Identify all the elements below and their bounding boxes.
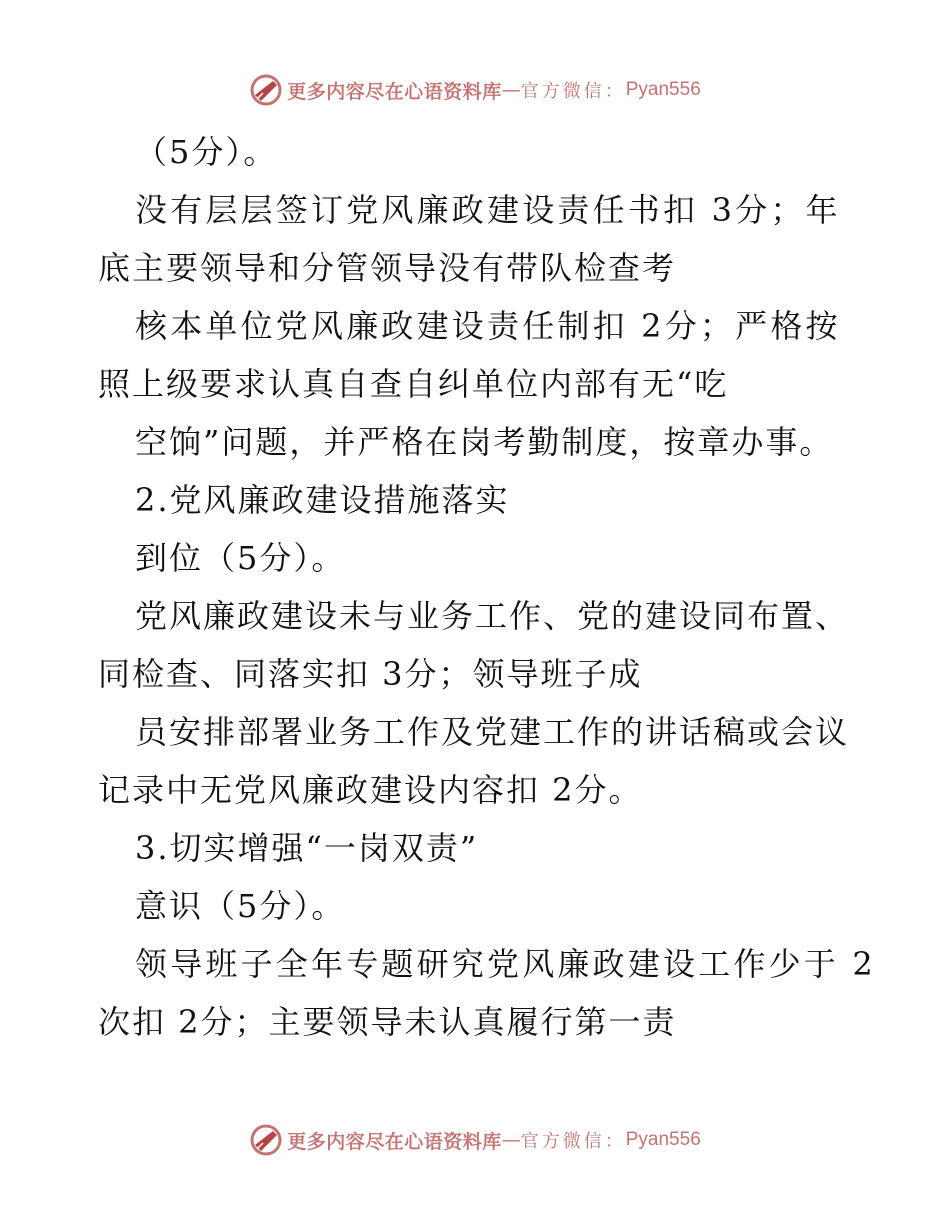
pen-logo-icon [249, 1123, 283, 1157]
text-line: 到位（5分）。 [135, 539, 346, 577]
text-line: 空饷”问题，并严格在岗考勤制度，按章办事。 [135, 423, 834, 461]
banner-site-text: 更多内容尽在心语资料库 [287, 80, 502, 103]
banner-site-text: 更多内容尽在心语资料库 [287, 1130, 502, 1153]
banner-wechat-id: Pyan556 [625, 1129, 701, 1150]
banner-official-label: 官方微信： [520, 1131, 626, 1152]
text-line: 底主要领导和分管领导没有带队检查考 [98, 249, 677, 287]
section-heading: 2.党风廉政建设措施落实 [135, 481, 510, 519]
banner-dash: — [501, 79, 521, 101]
footer-banner [0, 1120, 950, 1160]
text-line: 党风廉政建设未与业务工作、党的建设同布置、 [135, 597, 850, 635]
header-banner [0, 70, 950, 110]
text-line: 意识（5分）。 [135, 887, 346, 925]
section-heading: 3.切实增强“一岗双责” [135, 829, 479, 867]
text-line: 员安排部署业务工作及党建工作的讲话稿或会议 [135, 713, 850, 751]
text-line: 领导班子全年专题研究党风廉政建设工作少于 2 [135, 945, 876, 983]
text-line: 次扣 2分；主要领导未认真履行第一责 [98, 1003, 677, 1041]
text-line: 同检查、同落实扣 3分；领导班子成 [98, 655, 643, 693]
text-line: 没有层层签订党风廉政建设责任书扣 3分；年 [135, 191, 841, 229]
banner-wechat-id: Pyan556 [625, 79, 701, 100]
text-line: 记录中无党风廉政建设内容扣 2分。 [98, 771, 643, 809]
banner-dash: — [501, 1129, 521, 1151]
text-line: 照上级要求认真自查自纠单位内部有无“吃 [98, 365, 729, 403]
text-line: 核本单位党风廉政建设责任制扣 2分；严格按 [135, 307, 841, 345]
document-body [98, 123, 876, 1051]
text-line: （5分）。 [135, 133, 278, 171]
pen-logo-icon [249, 73, 283, 107]
banner-official-label: 官方微信： [520, 81, 626, 102]
